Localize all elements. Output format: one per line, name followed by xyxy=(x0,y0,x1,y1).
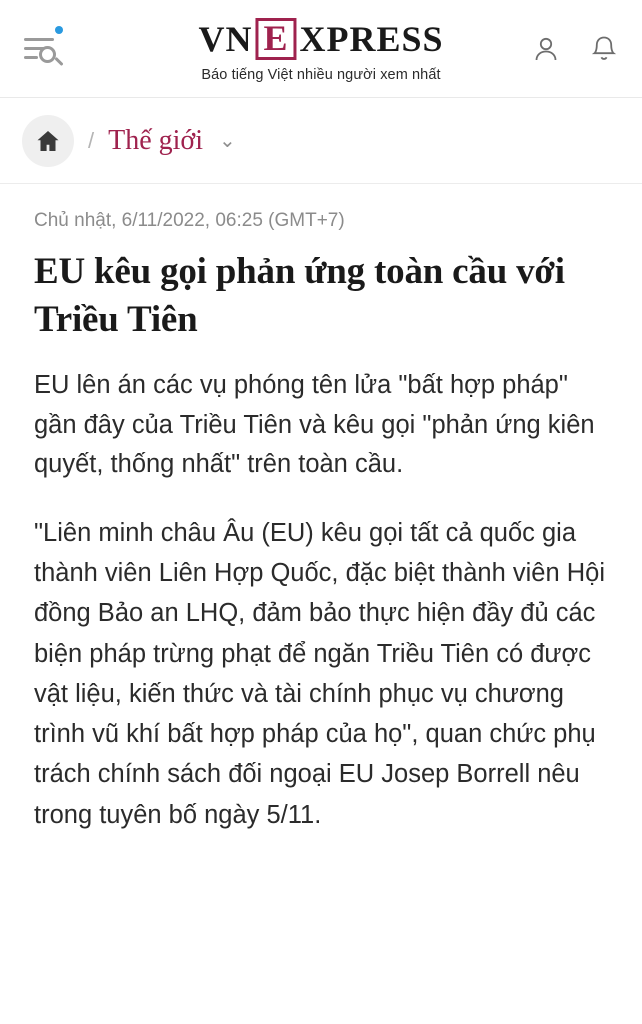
bell-icon[interactable] xyxy=(588,33,620,65)
logo-part-2: XPRESS xyxy=(299,19,444,60)
home-icon[interactable] xyxy=(22,115,74,167)
page-title: EU kêu gọi phản ứng toàn cầu với Triều Tiên xyxy=(34,251,565,341)
breadcrumb-category[interactable]: Thế giới xyxy=(108,124,204,156)
article-paragraph: "Liên minh châu Âu (EU) kêu gọi tất cả quốc gia thành viên Liên Hợp Quốc, đặc biệt thành viên Hội đồng Bảo an LHQ, đảm bảo thực hiện đầy đủ các biện pháp trừng phạt để ngăn Triều Tiên có được vật liệu, kiến thức và tài chính phục vụ chương trình vũ khí bất hợp pháp của họ", quan chức phụ trách chính sách đối ngoại EU Josep Borrell nêu trong tuyên bố ngày 5/11. xyxy=(34,518,605,829)
logo-boxed-letter: E xyxy=(255,18,296,60)
header-actions xyxy=(530,33,620,65)
chevron-down-icon[interactable]: ⌄ xyxy=(219,130,236,152)
article-lead: EU lên án các vụ phóng tên lửa "bất hợp pháp" gần đây của Triều Tiên và kêu gọi "phản ứng kiên quyết, thống nhất" trên toàn cầu. xyxy=(34,371,595,479)
article-timestamp: Chủ nhật, 6/11/2022, 06:25 (GMT+7) xyxy=(34,210,345,231)
article-body xyxy=(0,184,642,835)
logo-part-1: VN xyxy=(198,19,253,60)
search-icon xyxy=(39,46,56,63)
breadcrumb xyxy=(0,98,642,184)
logo-wordmark xyxy=(198,18,443,60)
site-logo[interactable] xyxy=(198,18,443,83)
menu-bar-3 xyxy=(24,56,38,59)
menu-bar-1 xyxy=(24,38,54,41)
breadcrumb-separator: / xyxy=(88,127,95,153)
user-icon[interactable] xyxy=(530,33,562,65)
search-icon-handle xyxy=(54,56,63,65)
site-header xyxy=(0,0,642,98)
notification-dot xyxy=(55,26,63,34)
menu-search-icon[interactable] xyxy=(22,26,68,72)
site-tagline: Báo tiếng Việt nhiều người xem nhất xyxy=(201,67,441,84)
